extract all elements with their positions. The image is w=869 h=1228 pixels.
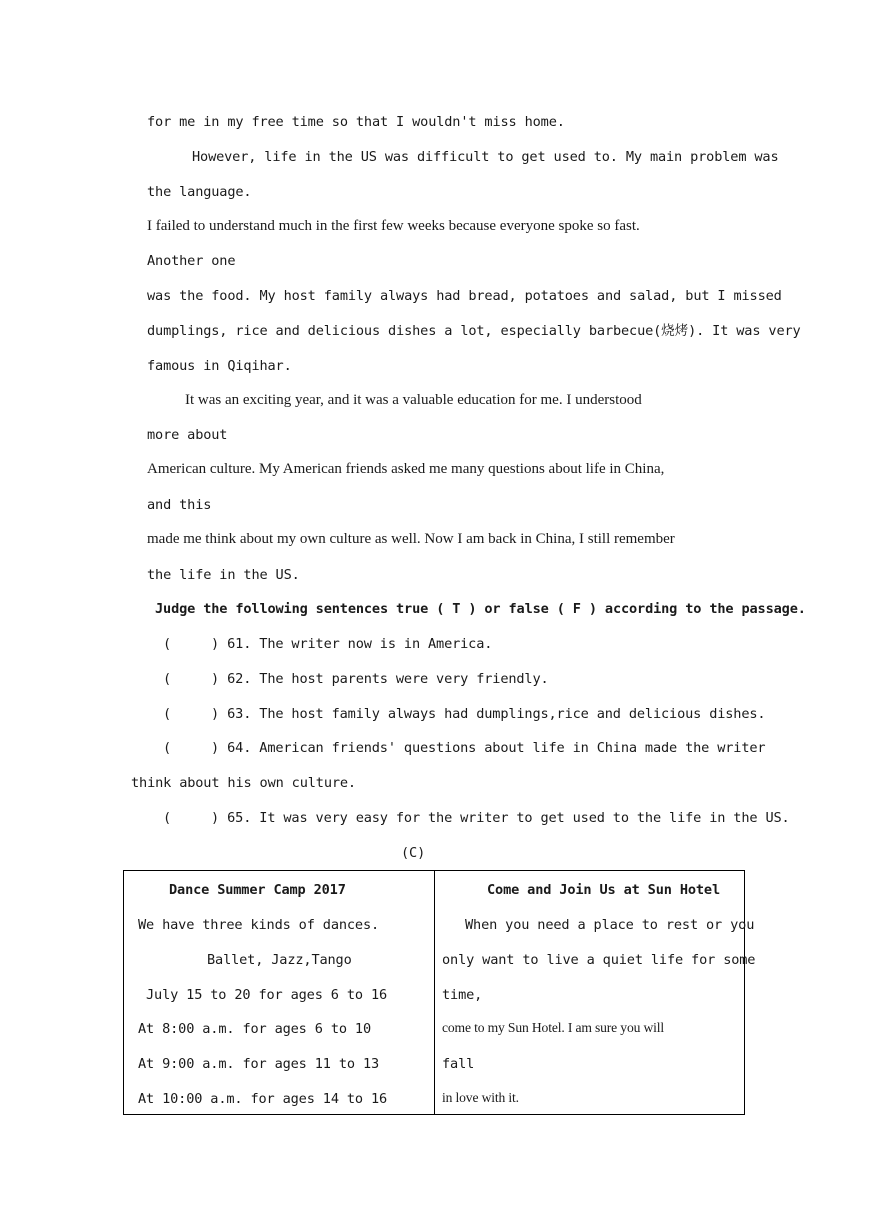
judge-item-62 [163,670,549,688]
answer-paren-open: ( [163,740,172,756]
answer-paren-close: ) [211,740,220,756]
judge-item-64-continued: think about his own culture. [131,775,356,791]
passage-line: for me in my free time so that I wouldn't miss home. [147,114,565,130]
passage-line: Another one [147,253,236,269]
item-text: It was very easy for the writer to get used to the life in the US. [259,810,790,826]
item-text: American friends' questions about life in China made the writer [259,740,766,756]
sun-hotel-line: When you need a place to rest or you [465,917,755,933]
answer-paren-open: ( [163,636,172,652]
item-text: The writer now is in America. [259,636,493,652]
passage-line: However, life in the US was difficult to get used to. My main problem was [192,149,779,165]
item-number: 64. [227,740,252,756]
judge-item-63 [163,705,765,723]
answer-paren-open: ( [163,671,172,687]
sun-hotel-line: only want to live a quiet life for some [442,952,756,968]
notice-table [123,870,756,1115]
item-number: 63. [227,706,252,722]
passage-line: more about [147,427,228,443]
item-number: 62. [227,671,252,687]
passage-line: the language. [147,184,252,200]
passage-line: made me think about my own culture as well. Now I am back in China, I still remember [147,531,675,547]
answer-paren-close: ) [211,706,220,722]
item-number: 61. [227,636,252,652]
passage-line: was the food. My host family always had bread, potatoes and salad, but I missed [147,288,782,304]
sun-hotel-title: Come and Join Us at Sun Hotel [487,882,720,898]
passage-line: It was an exciting year, and it was a valuable education for me. I understood [185,392,642,408]
item-text: The host parents were very friendly. [259,671,549,687]
answer-paren-open: ( [163,810,172,826]
item-number: 65. [227,810,252,826]
answer-paren-close: ) [211,671,220,687]
section-label: (C) [401,845,426,861]
dance-camp-line: Ballet, Jazz,Tango [207,952,352,968]
item-text: The host family always had dumplings,rice and delicious dishes. [259,706,766,722]
dance-camp-line: At 8:00 a.m. for ages 6 to 10 [138,1021,371,1037]
judge-item-61 [163,635,492,653]
passage-line: dumplings, rice and delicious dishes a lot, especially barbecue(烧烤). It was very [147,323,801,339]
passage-line: famous in Qiqihar. [147,358,292,374]
passage-line: I failed to understand much in the first few weeks because everyone spoke so fast. [147,218,640,234]
sun-hotel-line: in love with it. [442,1090,519,1105]
passage-line: the life in the US. [147,567,300,583]
sun-hotel-line: come to my Sun Hotel. I am sure you will [442,1020,665,1035]
sun-hotel-line: time, [442,987,483,1003]
dance-camp-line: July 15 to 20 for ages 6 to 16 [146,987,388,1003]
sun-hotel-line: fall [442,1056,475,1072]
dance-camp-title: Dance Summer Camp 2017 [169,882,346,898]
dance-camp-line: At 9:00 a.m. for ages 11 to 13 [138,1056,380,1072]
answer-paren-open: ( [163,706,172,722]
judge-instruction: Judge the following sentences true ( T ) or false ( F ) according to the passage. [155,601,806,617]
sun-hotel-cell [435,871,756,1115]
judge-item-64 [163,739,765,757]
judge-item-65 [163,809,790,827]
passage-line: American culture. My American friends asked me many questions about life in China, [147,461,665,477]
dance-camp-line: We have three kinds of dances. [138,917,380,933]
passage-line: and this [147,497,212,513]
dance-camp-line: At 10:00 a.m. for ages 14 to 16 [138,1091,388,1107]
answer-paren-close: ) [211,636,220,652]
answer-paren-close: ) [211,810,220,826]
dance-camp-cell [124,871,435,1115]
